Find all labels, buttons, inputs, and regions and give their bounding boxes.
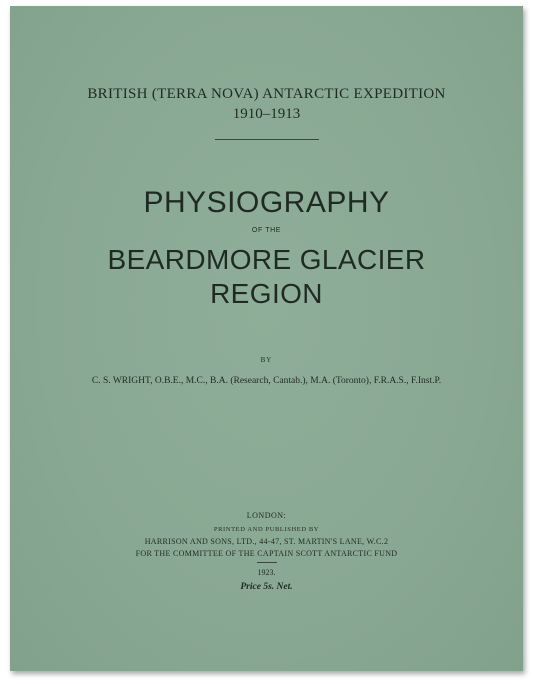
publisher-city: LONDON:: [246, 511, 287, 520]
publisher-line-3: FOR THE COMMITTEE OF THE CAPTAIN SCOTT ANTARCTIC FUND: [135, 549, 398, 558]
book-cover: [10, 6, 523, 671]
series-title: BRITISH (TERRA NOVA) ANTARCTIC EXPEDITION: [87, 86, 446, 102]
publication-year: 1923.: [257, 568, 276, 577]
by-label: BY: [260, 356, 273, 364]
publisher-line-2: HARRISON AND SONS, LTD., 44-47, ST. MARTIN'S LANE, W.C.2: [144, 537, 389, 546]
subtitle-line-2: REGION: [210, 278, 323, 309]
publisher-divider: [257, 562, 277, 563]
subtitle-line-1: BEARDMORE GLACIER: [107, 244, 426, 275]
author-credit: C. S. WRIGHT, O.B.E., M.C., B.A. (Research, Cantab.), M.A. (Toronto), F.R.A.S., F.Inst.P.: [91, 376, 442, 386]
title-divider: [215, 139, 319, 140]
price-label: Price 5s. Net.: [240, 582, 293, 592]
publisher-line-1: PRINTED AND PUBLISHED BY: [213, 526, 320, 533]
main-title: PHYSIOGRAPHY: [143, 186, 390, 219]
title-connector: OF THE: [251, 227, 282, 234]
series-years: 1910–1913: [232, 106, 301, 122]
